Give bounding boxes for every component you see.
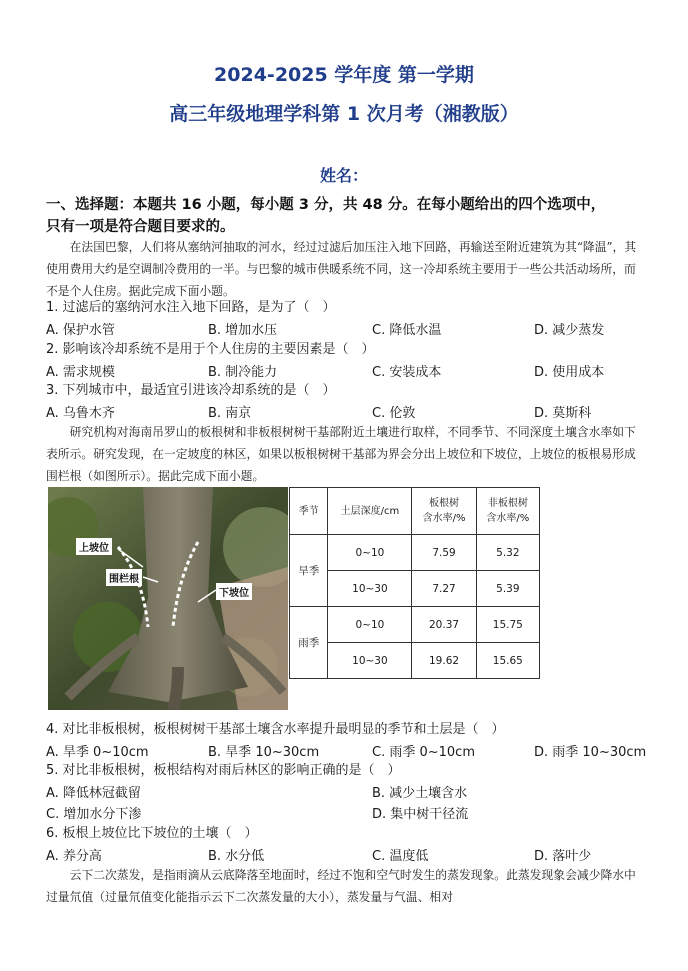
option-d[interactable]: D. 落叶少 bbox=[534, 849, 592, 864]
section-heading bbox=[46, 194, 656, 238]
section-heading-line2: 只有一项是符合题目要求的。 bbox=[46, 219, 235, 235]
name-label: 姓名： bbox=[319, 166, 368, 185]
cell-season-dry: 旱季 bbox=[290, 535, 328, 607]
question-4-stem: 4. 对比非板根树，板根树树干基部土壤含水率提升最明显的季节和土层是（ ） bbox=[46, 722, 505, 737]
label-downslope: 下坡位 bbox=[216, 583, 252, 600]
table-header-row bbox=[290, 488, 540, 535]
cell-depth: 10~30 bbox=[328, 643, 412, 679]
label-upslope: 上坡位 bbox=[76, 538, 112, 555]
cell-season-wet: 雨季 bbox=[290, 607, 328, 679]
option-d[interactable]: D. 使用成本 bbox=[534, 365, 605, 380]
question-6-options bbox=[46, 845, 666, 865]
table-row bbox=[290, 643, 540, 679]
option-c[interactable]: C. 伦敦 bbox=[372, 406, 416, 421]
option-d[interactable]: D. 减少蒸发 bbox=[534, 323, 605, 338]
section-heading-line1: 一、选择题：本题共 16 小题，每小题 3 分，共 48 分。在每小题给出的四个选项中， bbox=[46, 197, 606, 213]
question-4-options bbox=[46, 741, 666, 761]
option-c[interactable]: C. 降低水温 bbox=[372, 323, 442, 338]
question-3-options bbox=[46, 402, 666, 422]
option-b[interactable]: B. 旱季 10~30cm bbox=[208, 745, 320, 760]
cell-buttress: 19.62 bbox=[412, 643, 476, 679]
option-b[interactable]: B. 南京 bbox=[208, 406, 252, 421]
table-row bbox=[290, 535, 540, 571]
option-a[interactable]: A. 养分高 bbox=[46, 849, 102, 864]
question-5-options-row1 bbox=[46, 782, 666, 802]
question-2-stem: 2. 影响该冷却系统不是用于个人住房的主要因素是（ ） bbox=[46, 342, 375, 357]
soil-moisture-table bbox=[289, 487, 540, 679]
option-c[interactable]: C. 安装成本 bbox=[372, 365, 442, 380]
question-6-stem: 6. 板根上坡位比下坡位的土壤（ ） bbox=[46, 826, 258, 841]
question-3-stem: 3. 下列城市中，最适宜引进该冷却系统的是（ ） bbox=[46, 383, 336, 398]
cell-non-buttress: 5.39 bbox=[476, 571, 539, 607]
option-d[interactable]: D. 集中树干径流 bbox=[372, 807, 469, 822]
option-d[interactable]: D. 雨季 10~30cm bbox=[534, 745, 647, 760]
option-a[interactable]: A. 保护水管 bbox=[46, 323, 115, 338]
cell-buttress: 7.59 bbox=[412, 535, 476, 571]
option-d[interactable]: D. 莫斯科 bbox=[534, 406, 592, 421]
option-a[interactable]: A. 乌鲁木齐 bbox=[46, 406, 115, 421]
exam-title-line2: 高三年级地理学科第 1 次月考（湘教版） bbox=[169, 103, 519, 125]
option-b[interactable]: B. 水分低 bbox=[208, 849, 265, 864]
question-2-options bbox=[46, 361, 666, 381]
question-1-stem: 1. 过滤后的塞纳河水注入地下回路，是为了（ ） bbox=[46, 300, 336, 315]
option-b[interactable]: B. 增加水压 bbox=[208, 323, 278, 338]
header-non-buttress: 非板根树 含水率/% bbox=[476, 488, 539, 535]
option-b[interactable]: B. 制冷能力 bbox=[208, 365, 278, 380]
header-season: 季节 bbox=[290, 488, 328, 535]
option-a[interactable]: A. 需求规模 bbox=[46, 365, 115, 380]
option-a[interactable]: A. 降低林冠截留 bbox=[46, 786, 141, 801]
cell-non-buttress: 15.65 bbox=[476, 643, 539, 679]
header-buttress: 板根树 含水率/% bbox=[412, 488, 476, 535]
passage-1: 在法国巴黎，人们将从塞纳河抽取的河水，经过过滤后加压注入地下回路，再输送至附近建筑为其“降温”，其使用费用大约是空调制冷费用的一半。与巴黎的城市供暖系统不同，这一冷却系统主要用于一些公共活动场所，而不是个人住房。据此完成下面小题。 bbox=[46, 240, 637, 298]
option-b[interactable]: B. 减少土壤含水 bbox=[372, 786, 468, 801]
passage-2: 研究机构对海南吊罗山的板根树和非板根树树干基部附近土壤进行取样，不同季节、不同深度土壤含水率如下表所示。研究发现，在一定坡度的林区，如果以板根树树干基部为界会分出上坡位和下坡位，上坡位的板根易形成围栏根（如图所示）。据此完成下面小题。 bbox=[46, 425, 636, 483]
question-5-options-row2 bbox=[46, 803, 666, 823]
cell-buttress: 7.27 bbox=[412, 571, 476, 607]
cell-depth: 0~10 bbox=[328, 535, 412, 571]
exam-title-line1: 2024-2025 学年度 第一学期 bbox=[214, 64, 474, 86]
option-c[interactable]: C. 雨季 0~10cm bbox=[372, 745, 475, 760]
cell-non-buttress: 15.75 bbox=[476, 607, 539, 643]
option-c[interactable]: C. 增加水分下渗 bbox=[46, 807, 142, 822]
header-depth: 土层深度/cm bbox=[328, 488, 412, 535]
cell-non-buttress: 5.32 bbox=[476, 535, 539, 571]
label-fence-root: 围栏根 bbox=[106, 569, 142, 586]
tree-illustration bbox=[48, 487, 288, 710]
option-a[interactable]: A. 旱季 0~10cm bbox=[46, 745, 149, 760]
question-1-options bbox=[46, 319, 666, 339]
question-5-stem: 5. 对比非板根树，板根结构对雨后林区的影响正确的是（ ） bbox=[46, 763, 401, 778]
cell-depth: 10~30 bbox=[328, 571, 412, 607]
tree-photo bbox=[48, 487, 288, 710]
table-row bbox=[290, 571, 540, 607]
passage-3: 云下二次蒸发，是指雨滴从云底降落至地面时，经过不饱和空气时发生的蒸发现象。此蒸发现象会减少降水中过量氘值（过量氘值变化能指示云下二次蒸发量的大小），蒸发量与气温、相对 bbox=[46, 868, 636, 904]
cell-buttress: 20.37 bbox=[412, 607, 476, 643]
cell-depth: 0~10 bbox=[328, 607, 412, 643]
table-row bbox=[290, 607, 540, 643]
option-c[interactable]: C. 温度低 bbox=[372, 849, 429, 864]
